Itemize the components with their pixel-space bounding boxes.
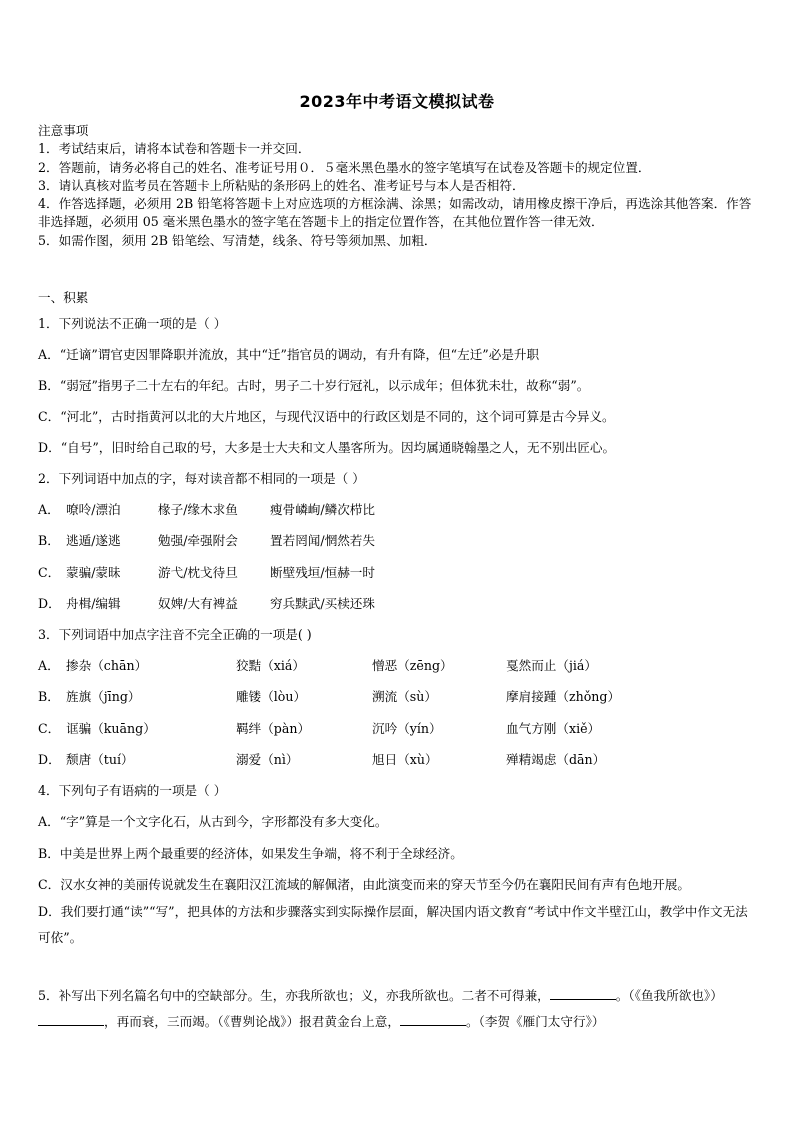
option-term: 雕镂（lòu） — [236, 689, 307, 704]
question-5-text: ，再而衰，三而竭。（《曹刿论战》）报君黄金台上意， — [104, 1014, 400, 1029]
option-term: 憎恶（zēng） — [372, 658, 453, 673]
option-term: 瘦骨嶙峋/鳞次栉比 — [270, 502, 375, 517]
option-term: 断壁残垣/恒赫一时 — [270, 565, 375, 580]
option-term: 颓唐（tuí） — [66, 752, 134, 767]
question-2-option-a — [38, 499, 375, 518]
notice-item: 2．答题前，请务必将自己的姓名、准考证号用０．５毫米黑色墨水的签字笔填写在试卷及答题卡的规定位置． — [38, 159, 651, 175]
question-3-option-b — [38, 686, 620, 705]
answer-blank[interactable] — [38, 1013, 104, 1026]
question-4-option-c: C．汉水女神的美丽传说就发生在襄阳汉江流域的解佩渚，由此演变而来的穿天节至今仍在襄阳民间有声有色地开展。 — [38, 877, 690, 892]
option-term: 旭日（xù） — [372, 752, 438, 767]
question-3-option-d — [38, 749, 605, 768]
option-term: 沉吟（yín） — [372, 721, 442, 736]
option-term: 勉强/牵强附会 — [158, 533, 238, 548]
option-letter: C． — [38, 565, 61, 580]
option-term: 置若罔闻/惘然若失 — [270, 533, 375, 548]
question-1-option-b: B．“弱冠”指男子二十左右的年纪。古时，男子二十岁行冠礼，以示成年；但体犹未壮，故称“弱”。 — [38, 378, 590, 393]
option-term: 游弋/枕戈待旦 — [158, 565, 238, 580]
option-term: 嘹呤/漂泊 — [66, 502, 121, 517]
option-letter: B． — [38, 689, 60, 704]
question-5-text: 。（《鱼我所欲也》） — [615, 988, 723, 1003]
option-term: 舟楫/编辑 — [66, 596, 121, 611]
question-1-stem: 1．下列说法不正确一项的是（ ） — [38, 316, 227, 331]
question-1-option-d: D．“自号”，旧时给自己取的号，大多是士大夫和文人墨客所为。因均属通晓翰墨之人，无不别出匠心。 — [38, 440, 616, 455]
option-term: 旌旗（jīng） — [66, 689, 141, 704]
option-term: 溯流（sù） — [372, 689, 437, 704]
option-letter: D． — [38, 596, 61, 611]
option-letter: A． — [38, 502, 60, 517]
answer-blank[interactable] — [400, 1013, 466, 1026]
notice-item: 1．考试结束后，请将本试卷和答题卡一并交回． — [38, 141, 311, 157]
option-term: 蒙骗/蒙昧 — [66, 565, 121, 580]
question-3-stem: 3．下列词语中加点字注音不完全正确的一项是( ) — [38, 627, 312, 642]
option-term: 椽子/缘木求鱼 — [158, 502, 238, 517]
option-term: 溺爱（nì） — [236, 752, 299, 767]
option-term: 奴婢/大有裨益 — [158, 596, 238, 611]
option-term: 戛然而止（jiá） — [506, 658, 598, 673]
option-term: 血气方刚（xiě） — [506, 721, 601, 736]
question-3-option-c — [38, 718, 600, 737]
question-4-option-a: A．“字”算是一个文字化石，从古到今，字形都没有多大变化。 — [38, 814, 388, 829]
question-1-option-c: C．“河北”，古时指黄河以北的大片地区，与现代汉语中的行政区划是不同的，这个词可算是古今异义。 — [38, 409, 615, 424]
option-term: 殚精竭虑（dān） — [506, 752, 606, 767]
question-5-text: 5．补写出下列名篇名句中的空缺部分。生，亦我所欲也；义，亦我所欲也。二者不可得兼， — [38, 988, 550, 1003]
question-4-stem: 4．下列句子有语病的一项是（ ） — [38, 783, 227, 798]
notice-item: 3．请认真核对监考员在答题卡上所粘贴的条形码上的姓名、准考证号与本人是否相符． — [38, 177, 525, 193]
answer-blank[interactable] — [550, 987, 616, 1000]
option-term: 穷兵黩武/买椟还珠 — [270, 596, 375, 611]
question-4-option-d: D．我们要打通“读”“写”，把具体的方法和步骤落实到实际操作层面，解决国内语文教育“考试中作文半壁江山，教学中作文无法可依”。 — [38, 904, 748, 945]
option-term: 诓骗（kuāng） — [66, 721, 156, 736]
option-term: 逃遁/遂逃 — [66, 533, 121, 548]
option-letter: D． — [38, 752, 61, 767]
question-4-option-b: B．中美是世界上两个最重要的经济体，如果发生争端，将不利于全球经济。 — [38, 846, 463, 861]
question-5 — [38, 983, 758, 1035]
question-2-option-c — [38, 562, 375, 581]
option-letter: C． — [38, 721, 61, 736]
page-title: 2023年中考语文模拟试卷 — [299, 92, 495, 111]
question-2-option-b — [38, 530, 375, 549]
notice-heading: 注意事项 — [38, 123, 89, 138]
notice-block — [38, 122, 758, 250]
question-3-option-a — [38, 655, 597, 674]
option-term: 狡黠（xiá） — [236, 658, 306, 673]
option-term: 摩肩接踵（zhǒng） — [506, 689, 621, 704]
option-term: 掺杂（chān） — [66, 658, 148, 673]
notice-item: 5．如需作图，须用 2B 铅笔绘、写清楚，线条、符号等须加黑、加粗． — [38, 232, 437, 248]
question-5-text: 。（李贺《雁门太守行》） — [465, 1014, 605, 1029]
question-2-option-d — [38, 593, 375, 612]
option-letter: B． — [38, 533, 60, 548]
question-2-stem: 2．下列词语中加点的字，每对读音都不相同的一项是（ ） — [38, 471, 365, 486]
option-term: 羁绊（pàn） — [236, 721, 311, 736]
option-letter: A． — [38, 658, 60, 673]
question-1-option-a: A．“迁谪”谓官吏因罪降职并流放，其中“迁”指官员的调动，有升有降，但“左迁”必是升职 — [38, 347, 540, 362]
section-heading: 一、积累 — [38, 290, 89, 305]
notice-item: 4．作答选择题，必须用 2B 铅笔将答题卡上对应选项的方框涂满、涂黑；如需改动，请用橡皮擦干净后，再选涂其他答案．作答非选择题，必须用 05 毫米黑色墨水的签字笔在答题卡上的指定位置作答，在其他位置作答一律无效． — [38, 196, 752, 230]
